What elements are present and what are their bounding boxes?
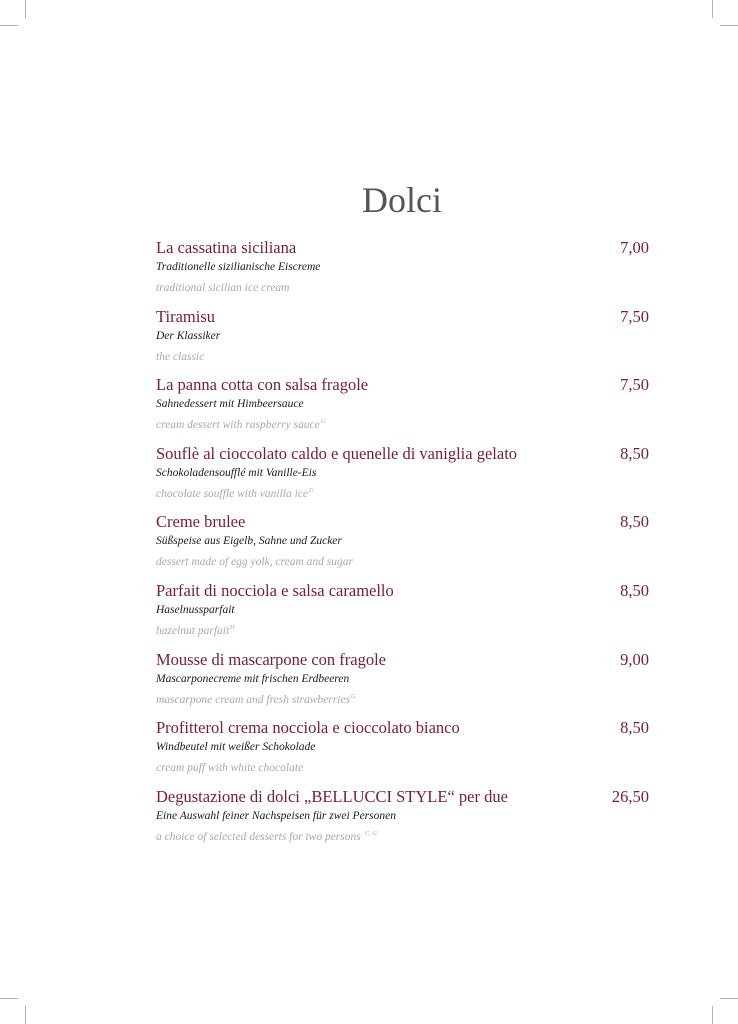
item-price: 7,50 xyxy=(620,375,649,395)
menu-item xyxy=(156,718,649,787)
item-description-english-text: dessert made of egg yolk, cream and sugar xyxy=(156,556,353,569)
crop-mark-top-right-vertical xyxy=(712,0,713,18)
item-description-english xyxy=(156,414,325,433)
item-description-english-text: chocolate souffle with vanilla ice xyxy=(156,487,309,500)
item-description-english xyxy=(156,620,235,639)
item-description-english-text: mascarpone cream and fresh strawberries xyxy=(156,693,350,706)
item-name: Mousse di mascarpone con fragole xyxy=(156,649,387,669)
allergen-codes: H xyxy=(230,623,235,631)
menu-item xyxy=(156,512,649,581)
allergen-codes: C, G xyxy=(364,829,378,837)
item-description-english-text: the classic xyxy=(156,350,205,363)
item-description-english xyxy=(156,757,304,776)
crop-mark-bottom-left-horizontal xyxy=(0,998,18,999)
menu-item xyxy=(156,444,649,513)
item-price: 9,00 xyxy=(620,649,649,669)
crop-mark-bottom-right-horizontal xyxy=(720,998,738,999)
menu-item xyxy=(156,581,649,650)
item-price: 8,50 xyxy=(620,443,649,463)
item-name: Souflè al cioccolato caldo e quenelle di vaniglia gelato xyxy=(156,443,518,463)
menu-item xyxy=(156,787,649,856)
item-description-english-text: cream dessert with raspberry sauce xyxy=(156,419,320,432)
item-description-german: Sahnedessert mit Himbeersauce xyxy=(156,398,304,411)
item-name: Degustazione di dolci „BELLUCCI STYLE“ per due xyxy=(156,786,508,806)
item-price: 26,50 xyxy=(611,786,649,806)
item-price: 8,50 xyxy=(620,718,649,738)
menu-item xyxy=(156,307,649,376)
item-name: La panna cotta con salsa fragole xyxy=(156,375,369,395)
item-name: La cassatina siciliana xyxy=(156,238,297,257)
item-description-english xyxy=(156,826,377,845)
crop-mark-bottom-left-vertical xyxy=(25,1006,26,1024)
item-name: Profitterol crema nocciola e cioccolato bianco xyxy=(156,718,460,738)
crop-mark-top-right-horizontal xyxy=(720,25,738,26)
item-description-english xyxy=(156,551,354,570)
item-name: Creme brulee xyxy=(156,512,246,532)
crop-mark-top-left-horizontal xyxy=(0,25,18,26)
crop-mark-bottom-right-vertical xyxy=(712,1006,713,1024)
item-description-english-text: cream puff with white chocolate xyxy=(156,761,304,774)
item-description-german: Traditionelle sizilianische Eiscreme xyxy=(156,261,321,273)
item-description-german: Mascarponecreme mit frischen Erdbeeren xyxy=(156,672,350,685)
item-description-german: Der Klassiker xyxy=(156,329,221,342)
item-price: 7,00 xyxy=(620,238,649,257)
item-description-english-text: a choice of selected desserts for two persons xyxy=(156,830,361,843)
allergen-codes: G xyxy=(309,486,314,494)
item-description-german: Windbeutel mit weißer Schokolade xyxy=(156,741,316,754)
item-description-english xyxy=(156,483,314,502)
item-description-german: Süßspeise aus Eigelb, Sahne und Zucker xyxy=(156,535,342,548)
item-name: Tiramisu xyxy=(156,306,215,326)
menu-item xyxy=(156,375,649,444)
item-price: 8,50 xyxy=(620,512,649,532)
allergen-codes: G xyxy=(351,692,356,700)
dessert-menu xyxy=(156,238,649,855)
item-description-english xyxy=(156,689,356,708)
menu-item xyxy=(156,238,649,307)
item-price: 8,50 xyxy=(620,580,649,600)
item-price: 7,50 xyxy=(620,306,649,326)
page-title: Dolci xyxy=(362,180,442,220)
item-description-english-text: traditional sicilian ice cream xyxy=(156,281,290,294)
menu-item xyxy=(156,650,649,719)
crop-mark-top-left-vertical xyxy=(25,0,26,18)
item-description-german: Schokoladensoufflé mit Vanille-Eis xyxy=(156,466,317,479)
item-description-german: Haselnussparfait xyxy=(156,603,235,616)
item-description-english xyxy=(156,277,290,296)
item-name: Parfait di nocciola e salsa caramello xyxy=(156,580,394,600)
item-description-german: Eine Auswahl feiner Nachspeisen für zwei Personen xyxy=(156,809,396,822)
item-description-english-text: hazelnut parfait xyxy=(156,624,230,637)
allergen-codes: G xyxy=(320,418,326,426)
item-description-english xyxy=(156,346,205,365)
